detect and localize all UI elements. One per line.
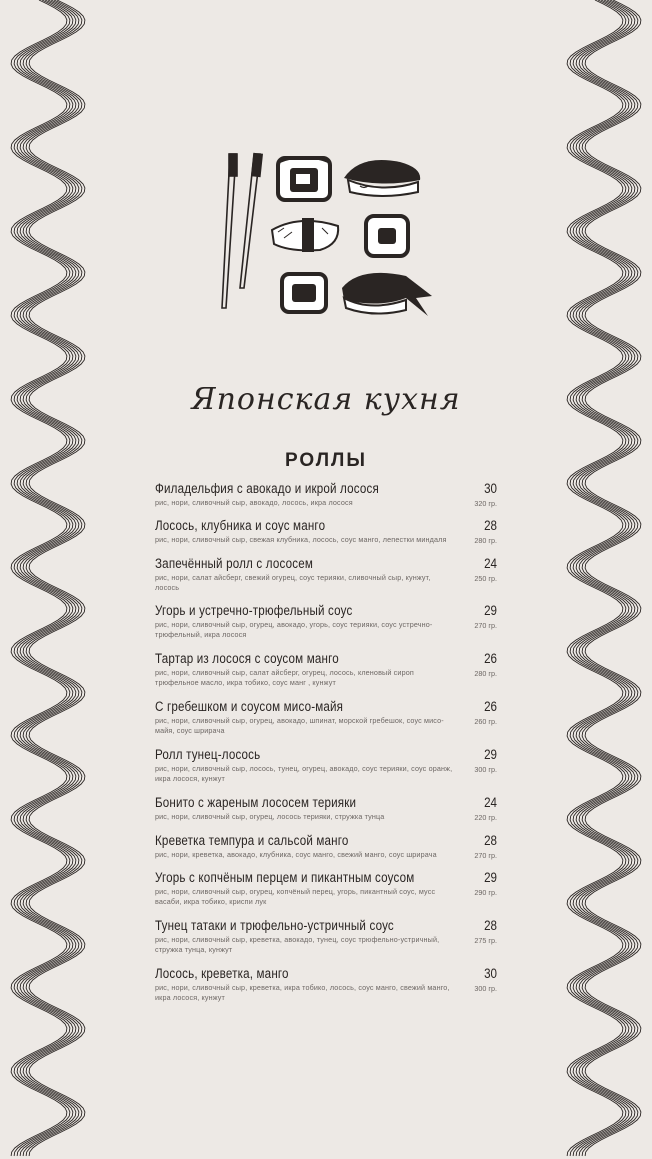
menu-item [155, 918, 497, 955]
item-name: Бонито с жареным лососем терияки [155, 795, 357, 810]
item-description: рис, нори, салат айсберг, свежий огурец, соус терияки, сливочный сыр, кунжут, лосось [155, 573, 431, 592]
item-weight: 280 гр. [474, 669, 497, 678]
maki-roll-icon [278, 157, 330, 200]
chopsticks-icon [222, 154, 262, 308]
item-price: 26 [484, 651, 497, 666]
item-weight: 320 гр. [474, 499, 497, 508]
menu-item [155, 603, 497, 640]
item-name: Тунец татаки и трюфельно-устричный соус [155, 918, 394, 933]
wave-line [579, 0, 635, 1156]
item-price: 28 [484, 918, 497, 933]
item-price: 24 [484, 556, 497, 571]
item-description: рис, нори, сливочный сыр, креветка, икра тобико, лосось, соус манго, свежий манго, икра лосося, кунжут [155, 983, 450, 1002]
item-description: рис, нори, креветка, авокадо, клубника, соус манго, свежий манго, соус шрирача [155, 850, 437, 859]
menu-item [155, 556, 497, 593]
small-maki-icon [366, 216, 408, 256]
item-price: 28 [484, 518, 497, 533]
menu-item [155, 651, 497, 688]
left-wave-border [0, 0, 90, 1159]
item-name: Лосось, креветка, манго [155, 966, 289, 981]
item-weight: 300 гр. [474, 765, 497, 774]
item-description: рис, нори, сливочный сыр, огурец, копчёный перец, угорь, пикантный соус, мусс васаби, икра тобико, криспи лук [155, 887, 436, 906]
item-price: 30 [484, 481, 497, 496]
wave-line [29, 0, 85, 1156]
item-name: Угорь с копчёным перцем и пикантным соусом [155, 870, 415, 885]
item-description: рис, нори, сливочный сыр, лосось, тунец, огурец, авокадо, соус терияки, соус оранж, икра лосося, кунжут [155, 764, 453, 783]
item-name: Тартар из лосося с соусом манго [155, 651, 339, 666]
right-wave-border [562, 0, 652, 1159]
item-name: Угорь и устречно-трюфельный соус [155, 603, 353, 618]
wave-line [582, 0, 638, 1156]
menu-item [155, 699, 497, 736]
item-name: Ролл тунец-лосось [155, 747, 261, 762]
menu-item [155, 870, 497, 907]
item-weight: 300 гр. [474, 984, 497, 993]
item-price: 28 [484, 833, 497, 848]
wave-line [585, 0, 641, 1156]
item-weight: 220 гр. [474, 813, 497, 822]
menu-item [155, 795, 497, 822]
item-price: 30 [484, 966, 497, 981]
item-name: С гребешком и соусом мисо-майя [155, 699, 344, 714]
item-weight: 275 гр. [474, 936, 497, 945]
nigiri-icon [344, 160, 420, 196]
sushi-illustration [210, 148, 440, 328]
item-price: 26 [484, 699, 497, 714]
menu-item [155, 481, 497, 508]
wave-line [23, 0, 79, 1156]
item-weight: 280 гр. [474, 536, 497, 545]
item-description: рис, нори, сливочный сыр, салат айсберг, огурец, лосось, кленовый сироп трюфельное масло, икра тобико, соус манг , кунжут [155, 668, 414, 687]
menu-item [155, 518, 497, 545]
item-description: рис, нори, сливочный сыр, огурец, авокадо, шпинат, морской гребешок, соус мисо-майя, соус шрирача [155, 716, 444, 735]
menu-item [155, 966, 497, 1003]
menu-item [155, 747, 497, 784]
item-name: Филадельфия с авокадо и икрой лосося [155, 481, 379, 496]
item-name: Запечённый ролл с лососем [155, 556, 313, 571]
item-description: рис, нори, сливочный сыр, свежая клубника, лосось, соус манго, лепестки миндаля [155, 535, 447, 544]
nigiri-nori-icon [272, 218, 338, 252]
item-weight: 260 гр. [474, 717, 497, 726]
item-weight: 290 гр. [474, 888, 497, 897]
item-description: рис, нори, сливочный сыр, огурец, лосось терияки, стружка тунца [155, 812, 385, 821]
item-price: 29 [484, 603, 497, 618]
item-weight: 270 гр. [474, 621, 497, 630]
wave-line [26, 0, 82, 1156]
shrimp-nigiri-icon [342, 273, 432, 316]
item-description: рис, нори, сливочный сыр, креветка, авокадо, тунец, соус трюфельно-устричный, стружка тунца, кунжут [155, 935, 440, 954]
item-description: рис, нори, сливочный сыр, авокадо, лосось, икра лосося [155, 498, 353, 507]
item-name: Лосось, клубника и соус манго [155, 518, 326, 533]
item-weight: 270 гр. [474, 851, 497, 860]
item-price: 29 [484, 870, 497, 885]
item-price: 29 [484, 747, 497, 762]
maki-bottom-icon [282, 274, 326, 312]
item-weight: 250 гр. [474, 574, 497, 583]
menu-item [155, 833, 497, 860]
item-description: рис, нори, сливочный сыр, огурец, авокадо, угорь, соус терияки, соус устречно-трюфельный, икра лосося [155, 620, 433, 639]
cuisine-script-title: Японская кухня [191, 382, 461, 417]
item-price: 24 [484, 795, 497, 810]
section-title-rolls: РОЛЛЫ [285, 450, 367, 471]
item-name: Креветка темпура и сальсой манго [155, 833, 349, 848]
